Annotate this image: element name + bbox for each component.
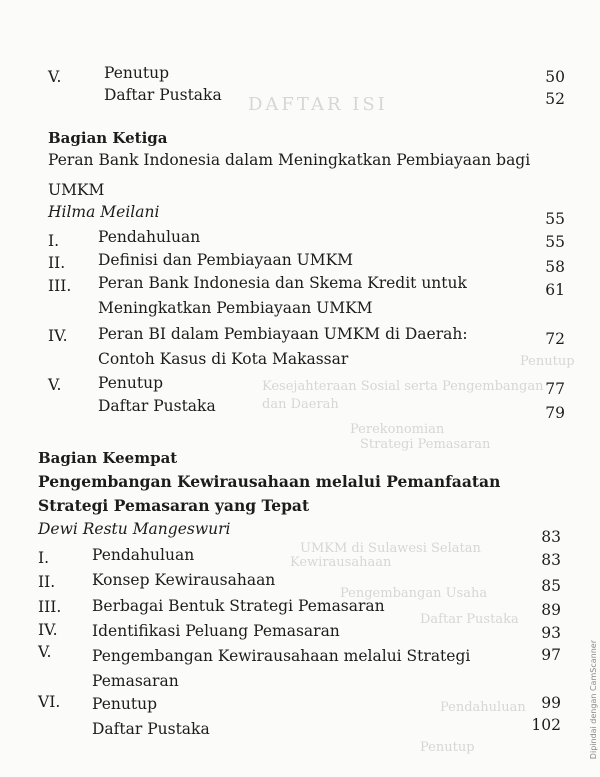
- toc-entry-title: Konsep Kewirausahaan: [92, 571, 276, 589]
- ghost-fragment: Kesejahteraan Sosial serta Pengembangan: [262, 379, 544, 394]
- toc-entry-title: Daftar Pustaka: [98, 397, 216, 415]
- ghost-fragment: Daftar Pustaka: [420, 612, 519, 627]
- toc-entry-title: Penutup: [92, 695, 158, 713]
- toc-entry-title: Pendahuluan: [92, 546, 195, 564]
- toc-page-number: 97: [541, 646, 561, 664]
- toc-entry-title-continued: Meningkatkan Pembiayaan UMKM: [98, 299, 373, 317]
- toc-page-number: 83: [541, 528, 561, 546]
- toc-page-number: 77: [545, 380, 565, 398]
- toc-roman: V.: [48, 68, 62, 86]
- toc-page-number: 89: [541, 601, 561, 619]
- part-title-line: Peran Bank Indonesia dalam Meningkatkan Pembiayaan bagi: [48, 151, 531, 169]
- toc-roman: V.: [48, 376, 62, 394]
- ghost-fragment: UMKM di Sulawesi Selatan: [300, 541, 481, 556]
- toc-page-number: 55: [545, 233, 565, 251]
- toc-page-number: 55: [545, 210, 565, 228]
- ghost-fragment: Penutup: [520, 354, 575, 369]
- toc-entry-title: Peran Bank Indonesia dan Skema Kredit untuk: [98, 274, 467, 292]
- ghost-header: DAFTAR ISI: [248, 94, 388, 115]
- toc-entry-title-continued: Pemasaran: [92, 672, 179, 690]
- toc-roman: VI.: [38, 693, 61, 711]
- toc-entry-title: Berbagai Bentuk Strategi Pemasaran: [92, 597, 385, 615]
- chapter-author: Dewi Restu Mangeswuri: [38, 520, 231, 538]
- ghost-fragment: Strategi Pemasaran: [360, 437, 491, 452]
- part-label: Bagian Ketiga: [48, 129, 168, 147]
- chapter-author: Hilma Meilani: [48, 203, 160, 221]
- toc-page-number: 52: [545, 90, 565, 108]
- toc-entry-title: Daftar Pustaka: [104, 86, 222, 104]
- toc-page-number: 50: [545, 68, 565, 86]
- ghost-fragment: Pendahuluan: [440, 700, 526, 715]
- toc-page-number: 72: [545, 330, 565, 348]
- toc-entry-title: Pengembangan Kewirausahaan melalui Strategi: [92, 647, 471, 665]
- scanner-watermark: Dipindai dengan CamScanner: [589, 640, 598, 760]
- part-title-line: Strategi Pemasaran yang Tepat: [38, 496, 310, 515]
- toc-page-number: 99: [541, 694, 561, 712]
- toc-page-number: 79: [545, 404, 565, 422]
- toc-page-number: 83: [541, 551, 561, 569]
- toc-roman: II.: [48, 254, 66, 272]
- toc-entry-title-continued: Contoh Kasus di Kota Makassar: [98, 350, 349, 368]
- toc-roman: IV.: [38, 621, 58, 639]
- toc-roman: I.: [38, 549, 50, 567]
- toc-page-number: 61: [545, 281, 565, 299]
- toc-entry-title: Peran BI dalam Pembiayaan UMKM di Daerah:: [98, 325, 468, 343]
- toc-roman: II.: [38, 573, 56, 591]
- toc-entry-title: Identifikasi Peluang Pemasaran: [92, 622, 340, 640]
- toc-roman: III.: [38, 598, 62, 616]
- part-title-line: Pengembangan Kewirausahaan melalui Pemanfaatan: [38, 472, 501, 491]
- ghost-fragment: dan Daerah: [262, 397, 339, 412]
- toc-page-number: 93: [541, 624, 561, 642]
- ghost-fragment: Kewirausahaan: [290, 555, 392, 570]
- part-title-line: UMKM: [48, 181, 105, 199]
- toc-entry-title: Penutup: [104, 64, 170, 82]
- toc-entry-title: Daftar Pustaka: [92, 720, 210, 738]
- ghost-fragment: Pengembangan Usaha: [340, 586, 488, 601]
- toc-roman: I.: [48, 232, 60, 250]
- toc-roman: IV.: [48, 327, 68, 345]
- toc-roman: V.: [38, 643, 52, 661]
- toc-roman: III.: [48, 277, 72, 295]
- ghost-fragment: Perekonomian: [350, 422, 445, 437]
- toc-entry-title: Definisi dan Pembiayaan UMKM: [98, 251, 354, 269]
- ghost-fragment: Penutup: [420, 740, 475, 755]
- toc-entry-title: Pendahuluan: [98, 228, 201, 246]
- toc-entry-title: Penutup: [98, 374, 164, 392]
- toc-page-number: 102: [531, 716, 561, 734]
- part-label: Bagian Keempat: [38, 449, 178, 467]
- toc-page-number: 85: [541, 577, 561, 595]
- toc-page-number: 58: [545, 258, 565, 276]
